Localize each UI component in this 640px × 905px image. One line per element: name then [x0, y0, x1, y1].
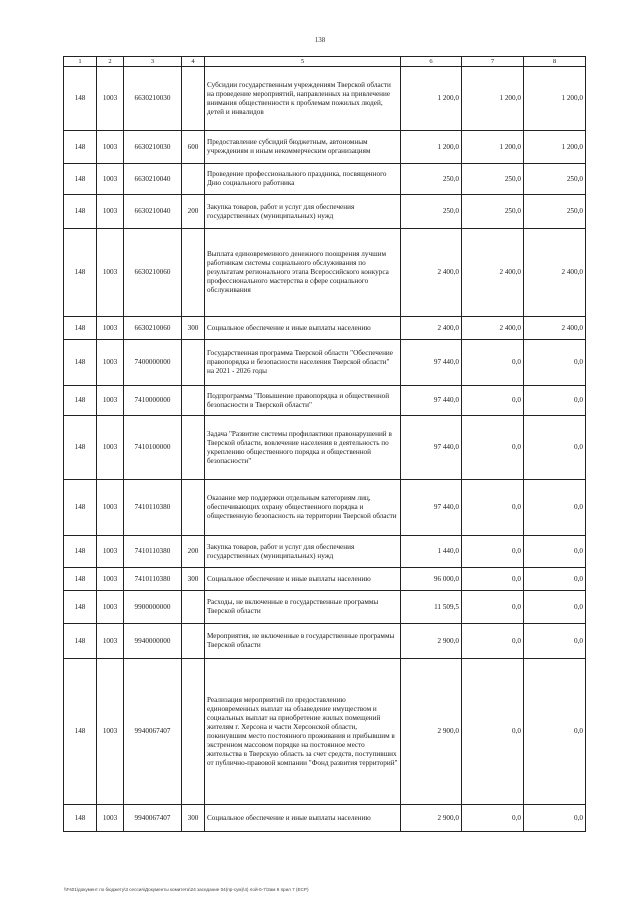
target-article-cell: 7410110380: [124, 536, 182, 568]
amount-col6-cell: 2 400,0: [401, 317, 462, 340]
column-header-1: 1: [64, 57, 97, 67]
admin-code-cell: 148: [64, 416, 97, 480]
amount-col7-cell: 0,0: [462, 805, 524, 832]
section-code-cell: 1003: [97, 805, 124, 832]
table-row: [64, 805, 586, 832]
amount-col8-cell: 1 200,0: [524, 131, 586, 164]
table-row: [64, 568, 586, 591]
item-name-cell: Социальное обеспечение и иные выплаты населению: [205, 568, 401, 591]
column-header-3: 3: [124, 57, 182, 67]
table-body: [64, 67, 586, 832]
amount-col8-cell: 0,0: [524, 568, 586, 591]
amount-col6-cell: 2 900,0: [401, 805, 462, 832]
item-name-cell: Социальное обеспечение и иные выплаты населению: [205, 317, 401, 340]
item-name-cell: Реализация мероприятий по предоставлению единовременных выплат на обзаведение имуществом и социальных выплат на приобретение жилых помещений жителям г. Херсона и части Херсонской области, покинувшим место постоянного проживания и прибывшим в экстренном массовом порядке на постоянное место жительства в Тверскую область за счет средств, поступивших от публично-правовой компании "Фонд развития территорий": [205, 659, 401, 805]
admin-code-cell: 148: [64, 536, 97, 568]
table-row: [64, 480, 586, 536]
amount-col8-cell: 0,0: [524, 480, 586, 536]
admin-code-cell: 148: [64, 195, 97, 229]
amount-col7-cell: 0,0: [462, 568, 524, 591]
expense-type-cell: [182, 386, 205, 416]
table-row: [64, 340, 586, 386]
admin-code-cell: 148: [64, 67, 97, 131]
table-row: [64, 67, 586, 131]
amount-col8-cell: 250,0: [524, 164, 586, 195]
target-article-cell: 9940067407: [124, 659, 182, 805]
expense-type-cell: 300: [182, 805, 205, 832]
expense-type-cell: [182, 480, 205, 536]
target-article-cell: 6630210060: [124, 229, 182, 317]
section-code-cell: 1003: [97, 195, 124, 229]
table-row: [64, 659, 586, 805]
amount-col6-cell: 1 200,0: [401, 67, 462, 131]
amount-col8-cell: 2 400,0: [524, 317, 586, 340]
target-article-cell: 7410000000: [124, 386, 182, 416]
section-code-cell: 1003: [97, 416, 124, 480]
amount-col6-cell: 2 400,0: [401, 229, 462, 317]
target-article-cell: 6630210060: [124, 317, 182, 340]
amount-col8-cell: 0,0: [524, 386, 586, 416]
amount-col6-cell: 2 900,0: [401, 659, 462, 805]
column-header-8: 8: [524, 57, 586, 67]
expense-type-cell: [182, 416, 205, 480]
admin-code-cell: 148: [64, 317, 97, 340]
amount-col8-cell: 0,0: [524, 416, 586, 480]
amount-col8-cell: 0,0: [524, 591, 586, 624]
table-row: [64, 195, 586, 229]
item-name-cell: Расходы, не включенные в государственные программы Тверской области: [205, 591, 401, 624]
admin-code-cell: 148: [64, 480, 97, 536]
table-row: [64, 317, 586, 340]
column-header-7: 7: [462, 57, 524, 67]
expense-type-cell: 200: [182, 195, 205, 229]
expense-type-cell: [182, 624, 205, 659]
amount-col7-cell: 250,0: [462, 164, 524, 195]
admin-code-cell: 148: [64, 340, 97, 386]
table-row: [64, 536, 586, 568]
column-header-5: 5: [205, 57, 401, 67]
table-row: [64, 591, 586, 624]
table-header: [64, 57, 586, 67]
target-article-cell: 9900000000: [124, 591, 182, 624]
budget-table: [63, 56, 586, 832]
section-code-cell: 1003: [97, 131, 124, 164]
amount-col7-cell: 0,0: [462, 480, 524, 536]
section-code-cell: 1003: [97, 480, 124, 536]
amount-col6-cell: 97 440,0: [401, 480, 462, 536]
amount-col8-cell: 2 400,0: [524, 229, 586, 317]
amount-col6-cell: 1 200,0: [401, 131, 462, 164]
column-header-2: 2: [97, 57, 124, 67]
section-code-cell: 1003: [97, 340, 124, 386]
item-name-cell: Задача "Развитие системы профилактики правонарушений в Тверской области, вовлечение населения в деятельность по укреплению общественного порядка и общественной безопасности": [205, 416, 401, 480]
table-row: [64, 164, 586, 195]
item-name-cell: Оказание мер поддержки отдельным категориям лиц, обеспечивающих охрану общественного порядка и общественную безопасность на территории Тверской области: [205, 480, 401, 536]
table-row: [64, 624, 586, 659]
amount-col7-cell: 250,0: [462, 195, 524, 229]
amount-col8-cell: 0,0: [524, 805, 586, 832]
amount-col8-cell: 0,0: [524, 624, 586, 659]
item-name-cell: Выплата единовременного денежного поощрения лучшим работникам системы социального обслуживания по результатам регионального этапа Всероссийского конкурса профессионального мастерства в сфере социального обслуживания: [205, 229, 401, 317]
amount-col8-cell: 0,0: [524, 340, 586, 386]
amount-col6-cell: 97 440,0: [401, 386, 462, 416]
target-article-cell: 6630210040: [124, 195, 182, 229]
amount-col6-cell: 96 000,0: [401, 568, 462, 591]
admin-code-cell: 148: [64, 624, 97, 659]
admin-code-cell: 148: [64, 805, 97, 832]
section-code-cell: 1003: [97, 624, 124, 659]
target-article-cell: 6630210030: [124, 131, 182, 164]
admin-code-cell: 148: [64, 164, 97, 195]
item-name-cell: Государственная программа Тверской области "Обеспечение правопорядка и безопасности населения Тверской области" на 2021 - 2026 годы: [205, 340, 401, 386]
amount-col7-cell: 0,0: [462, 340, 524, 386]
table-row: [64, 386, 586, 416]
item-name-cell: Закупка товаров, работ и услуг для обеспечения государственных (муниципальных) нужд: [205, 195, 401, 229]
target-article-cell: 6630210030: [124, 67, 182, 131]
amount-col7-cell: 2 400,0: [462, 229, 524, 317]
section-code-cell: 1003: [97, 536, 124, 568]
admin-code-cell: 148: [64, 659, 97, 805]
expense-type-cell: 300: [182, 317, 205, 340]
amount-col6-cell: 250,0: [401, 164, 462, 195]
target-article-cell: 6630210040: [124, 164, 182, 195]
admin-code-cell: 148: [64, 229, 97, 317]
item-name-cell: Мероприятия, не включенные в государственные программы Тверской области: [205, 624, 401, 659]
expense-type-cell: [182, 340, 205, 386]
table-row: [64, 416, 586, 480]
item-name-cell: Подпрограмма "Повышение правопорядка и общественной безопасности в Тверской области": [205, 386, 401, 416]
section-code-cell: 1003: [97, 164, 124, 195]
section-code-cell: 1003: [97, 229, 124, 317]
amount-col7-cell: 2 400,0: [462, 317, 524, 340]
item-name-cell: Социальное обеспечение и иные выплаты населению: [205, 805, 401, 832]
section-code-cell: 1003: [97, 659, 124, 805]
admin-code-cell: 148: [64, 591, 97, 624]
header-row: [64, 57, 586, 67]
table-row: [64, 229, 586, 317]
target-article-cell: 9940000000: [124, 624, 182, 659]
amount-col8-cell: 0,0: [524, 659, 586, 805]
footer-file-path: \\Fs01\документ по бюджету\3 сессия\Документы комитета\24 заседание 04(пр-сум)\4) лой-0-7\Зам 6 прил 7 (ЕСР): [64, 887, 309, 892]
amount-col7-cell: 0,0: [462, 659, 524, 805]
amount-col6-cell: 97 440,0: [401, 340, 462, 386]
section-code-cell: 1003: [97, 386, 124, 416]
item-name-cell: Проведение профессионального праздника, посвященного Дню социального работника: [205, 164, 401, 195]
expense-type-cell: 300: [182, 568, 205, 591]
section-code-cell: 1003: [97, 317, 124, 340]
target-article-cell: 7410110380: [124, 568, 182, 591]
item-name-cell: Предоставление субсидий бюджетным, автономным учреждениям и иным некоммерческим организациям: [205, 131, 401, 164]
table-row: [64, 131, 586, 164]
target-article-cell: 7410100000: [124, 416, 182, 480]
amount-col7-cell: 0,0: [462, 624, 524, 659]
expense-type-cell: 200: [182, 536, 205, 568]
admin-code-cell: 148: [64, 386, 97, 416]
item-name-cell: Закупка товаров, работ и услуг для обеспечения государственных (муниципальных) нужд: [205, 536, 401, 568]
section-code-cell: 1003: [97, 568, 124, 591]
amount-col8-cell: 250,0: [524, 195, 586, 229]
expense-type-cell: [182, 591, 205, 624]
section-code-cell: 1003: [97, 67, 124, 131]
amount-col7-cell: 0,0: [462, 386, 524, 416]
amount-col6-cell: 2 900,0: [401, 624, 462, 659]
expense-type-cell: [182, 229, 205, 317]
target-article-cell: 7410110380: [124, 480, 182, 536]
amount-col6-cell: 1 440,0: [401, 536, 462, 568]
column-header-4: 4: [182, 57, 205, 67]
expense-type-cell: 600: [182, 131, 205, 164]
amount-col7-cell: 1 200,0: [462, 131, 524, 164]
section-code-cell: 1003: [97, 591, 124, 624]
amount-col8-cell: 0,0: [524, 536, 586, 568]
target-article-cell: 7400000000: [124, 340, 182, 386]
expense-type-cell: [182, 659, 205, 805]
amount-col7-cell: 0,0: [462, 536, 524, 568]
amount-col7-cell: 1 200,0: [462, 67, 524, 131]
amount-col6-cell: 97 440,0: [401, 416, 462, 480]
admin-code-cell: 148: [64, 568, 97, 591]
amount-col6-cell: 250,0: [401, 195, 462, 229]
item-name-cell: Субсидии государственным учреждениям Тверской области на проведение мероприятий, направленных на привлечение внимания общественности к проблемам пожилых людей, детей и инвалидов: [205, 67, 401, 131]
page-number: 138: [314, 36, 326, 44]
expense-type-cell: [182, 67, 205, 131]
amount-col8-cell: 1 200,0: [524, 67, 586, 131]
amount-col7-cell: 0,0: [462, 591, 524, 624]
amount-col6-cell: 11 509,5: [401, 591, 462, 624]
admin-code-cell: 148: [64, 131, 97, 164]
expense-type-cell: [182, 164, 205, 195]
amount-col7-cell: 0,0: [462, 416, 524, 480]
column-header-6: 6: [401, 57, 462, 67]
target-article-cell: 9940067407: [124, 805, 182, 832]
